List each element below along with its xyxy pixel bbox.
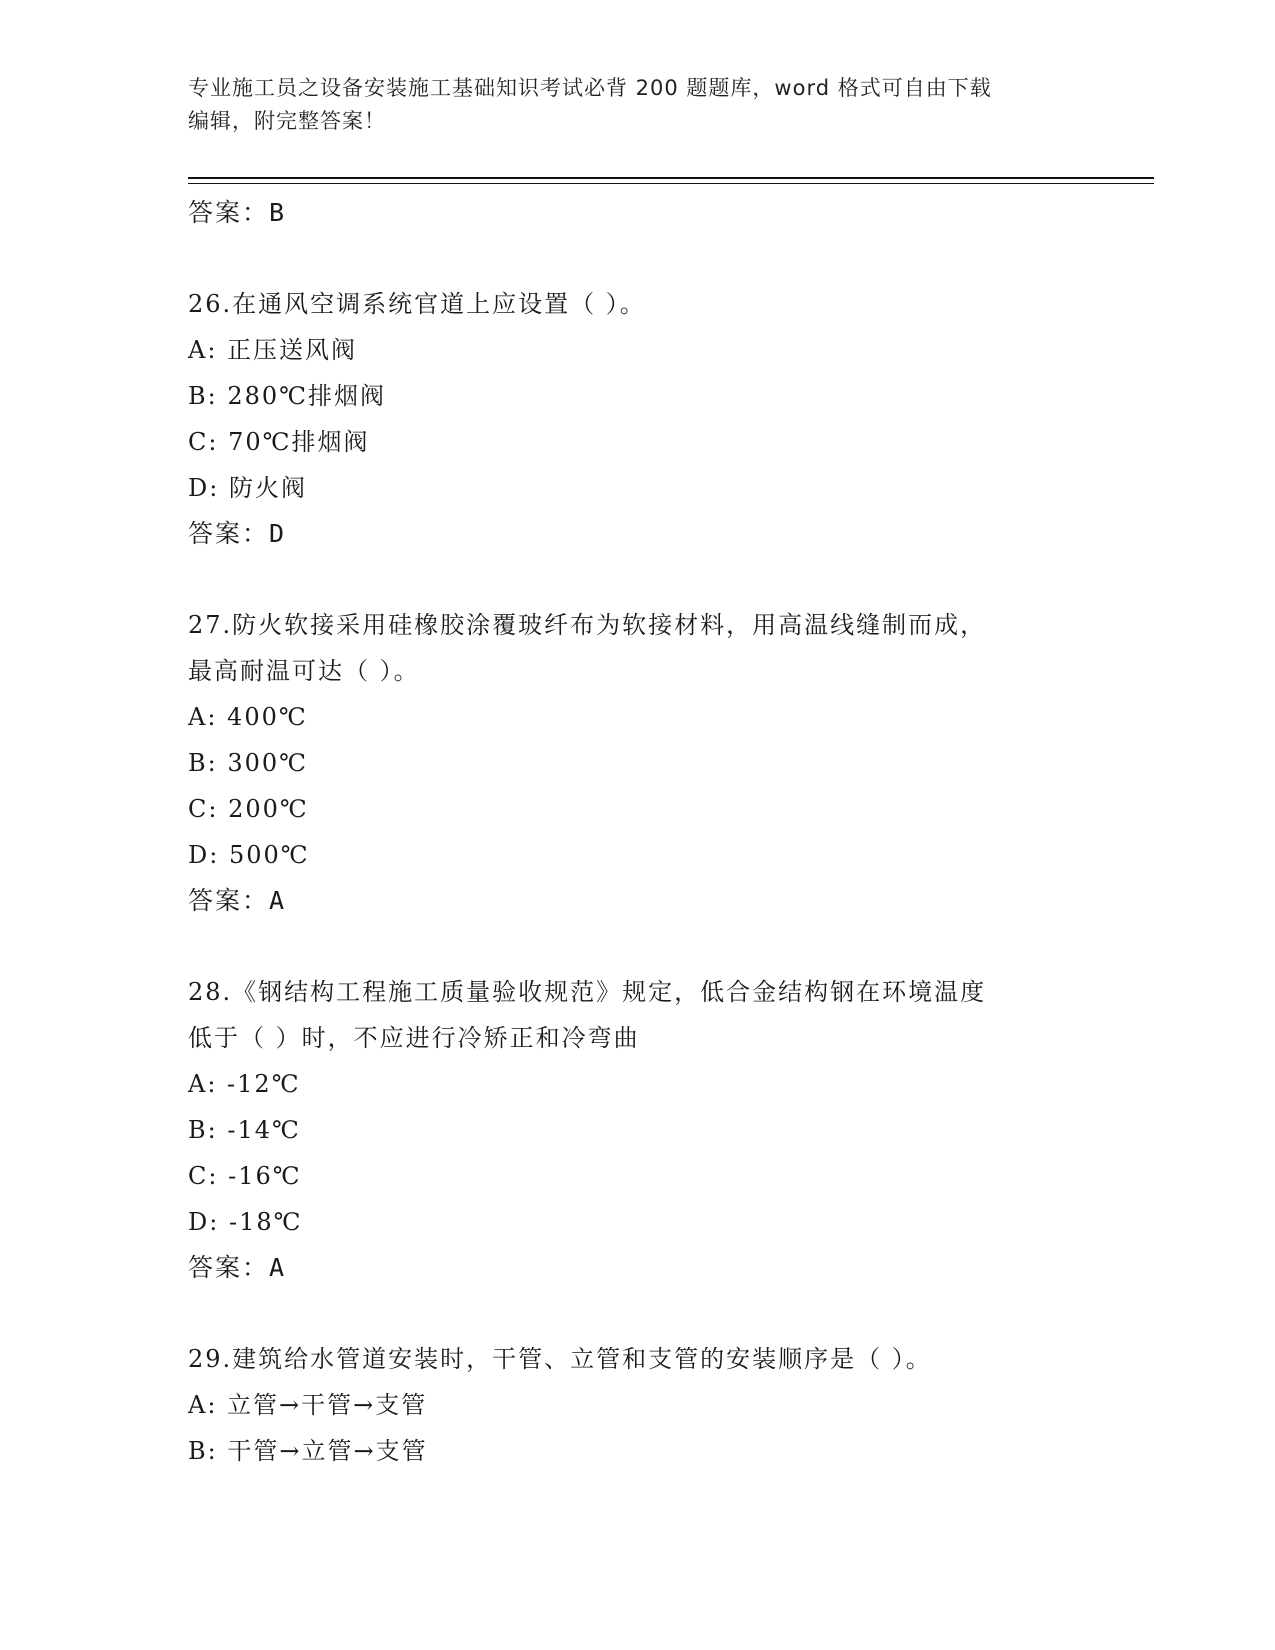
answer-line — [188, 1245, 1118, 1291]
question-block — [188, 602, 1118, 924]
spacer — [188, 557, 1118, 602]
answer-line — [188, 878, 1118, 924]
question-text: 29.建筑给水管道安装时，干管、立管和支管的安装顺序是（ ）。 — [188, 1345, 932, 1373]
answer-label: 答案： — [188, 198, 270, 227]
question-block — [188, 1336, 1118, 1474]
option-b: B: 干管→立管→支管 — [188, 1437, 428, 1465]
spacer — [188, 1291, 1118, 1336]
question-block — [188, 969, 1118, 1291]
answer-value: B — [269, 198, 287, 227]
answer-label: 答案： — [188, 886, 270, 915]
option-a: A: 400℃ — [188, 703, 308, 731]
question-text: 26.在通风空调系统官道上应设置（ ）。 — [188, 290, 646, 318]
option-b: B: -14℃ — [188, 1116, 301, 1144]
answer-line — [188, 511, 1118, 557]
option-c: C: 70℃排烟阀 — [188, 428, 370, 456]
header-rule-thick — [188, 177, 1154, 179]
answer-value: A — [269, 886, 287, 915]
answer-value: A — [269, 1253, 287, 1282]
question-text-continued: 最高耐温可达（ ）。 — [188, 657, 420, 685]
header-title-line-2: 编辑，附完整答案！ — [188, 109, 386, 133]
answer-label: 答案： — [188, 1253, 270, 1282]
option-d: D: -18℃ — [188, 1208, 303, 1236]
option-c: C: -16℃ — [188, 1162, 302, 1190]
document-header — [188, 72, 1088, 138]
question-block — [188, 281, 1118, 557]
question-list — [188, 190, 1118, 1474]
option-b: B: 300℃ — [188, 749, 309, 777]
option-a: A: -12℃ — [188, 1070, 301, 1098]
header-rule-thin — [188, 183, 1154, 184]
question-text: 28.《钢结构工程施工质量验收规范》规定，低合金结构钢在环境温度 — [188, 978, 987, 1006]
answer-label: 答案： — [188, 519, 270, 548]
answer-line — [188, 190, 1118, 236]
question-text: 27.防火软接采用硅橡胶涂覆玻纤布为软接材料，用高温线缝制而成， — [188, 611, 987, 639]
option-b: B: 280℃排烟阀 — [188, 382, 387, 410]
header-title-line-1: 专业施工员之设备安装施工基础知识考试必背 200 题题库，word 格式可自由下载 — [188, 76, 992, 100]
option-d: D: 防火阀 — [188, 474, 307, 502]
option-c: C: 200℃ — [188, 795, 309, 823]
answer-value: D — [269, 519, 287, 548]
option-d: D: 500℃ — [188, 841, 310, 869]
option-a: A: 正压送风阀 — [188, 336, 358, 364]
spacer — [188, 236, 1118, 281]
option-a: A: 立管→干管→支管 — [188, 1391, 428, 1419]
spacer — [188, 924, 1118, 969]
question-text-continued: 低于（ ）时，不应进行冷矫正和冷弯曲 — [188, 1024, 640, 1052]
